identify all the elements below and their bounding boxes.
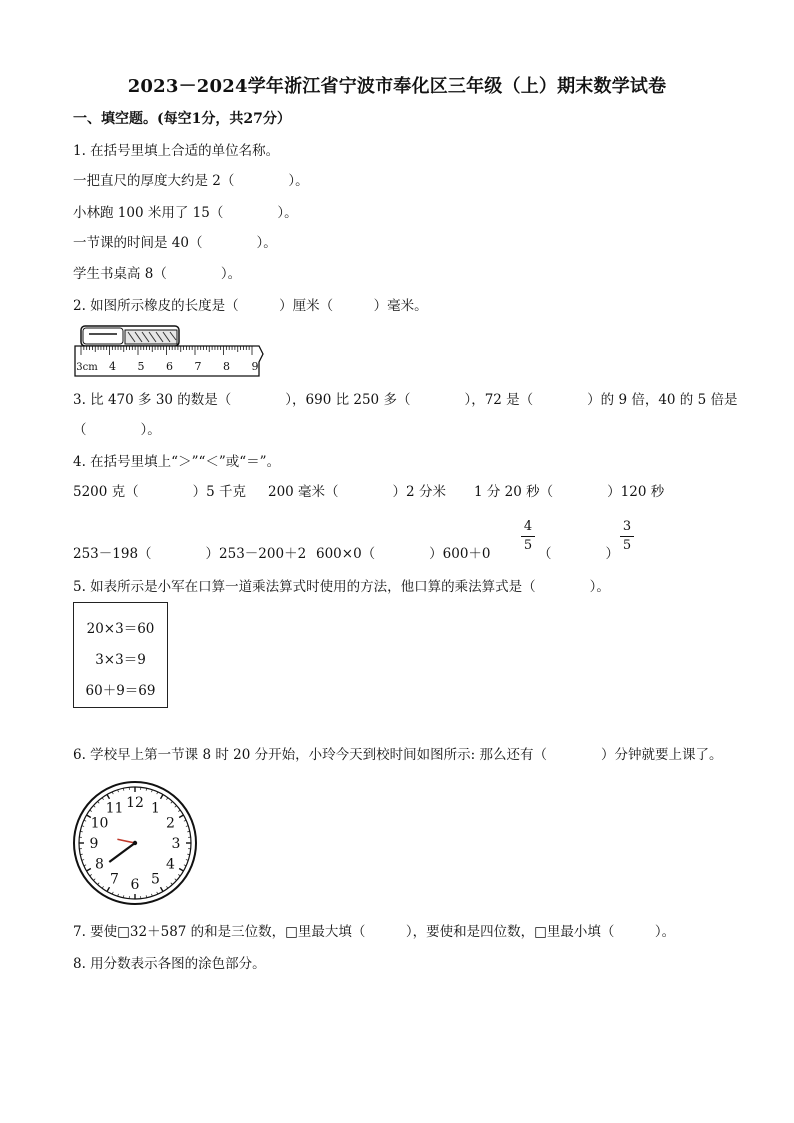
clock-number: 3	[171, 836, 181, 852]
fraction-numerator: 4	[523, 519, 533, 534]
ruler-label: 8	[223, 360, 230, 373]
clock-figure	[72, 780, 198, 906]
fraction-four-fifths	[521, 520, 535, 553]
fraction-denominator: 5	[622, 538, 632, 553]
clock-number: 2	[166, 815, 175, 832]
clock-number: 1	[151, 800, 160, 817]
ruler-label: 3cm	[76, 362, 98, 373]
q3-line-1: 3. 比 470 多 30 的数是（ ），690 比 250 多（ ），72 是（ ）的 9 倍，40 的 5 倍是	[73, 392, 738, 408]
fraction-numerator: 3	[622, 519, 632, 534]
q4-compare-1: 5200 克（ ）5 千克	[73, 484, 247, 500]
clock-number: 10	[90, 815, 109, 832]
ruler-eraser-figure	[73, 322, 265, 378]
fraction-three-fifths	[620, 520, 634, 553]
q1-line-3: 一节课的时间是 40（ ）。	[73, 235, 277, 251]
clock-number: 9	[89, 836, 99, 852]
clock-number: 11	[105, 800, 124, 817]
q1-line-1: 一把直尺的厚度大约是 2（ ）。	[73, 173, 309, 189]
clock-number: 5	[151, 871, 160, 888]
calc-row-2: 3×3＝9	[95, 652, 146, 668]
eraser-icon	[81, 326, 179, 346]
calc-row-3: 60＋9＝69	[85, 683, 156, 699]
q8-stem: 8. 用分数表示各图的涂色部分。	[73, 956, 266, 972]
q6-stem: 6. 学校早上第一节课 8 时 20 分开始，小玲今天到校时间如图所示: 那么还有（ ）分钟就要上课了。	[73, 747, 723, 763]
q4-compare-3: 1 分 20 秒（ ）120 秒	[474, 484, 665, 500]
ruler-label: 6	[166, 360, 173, 373]
q5-stem: 5. 如表所示是小军在口算一道乘法算式时使用的方法，他口算的乘法算式是（ ）。	[73, 579, 610, 595]
ruler-label: 4	[109, 360, 116, 373]
calculation-box	[73, 602, 168, 708]
q7-stem: 7. 要使□32＋587 的和是三位数，□里最大填（ ），要使和是四位数，□里最小填（ ）。	[73, 924, 676, 940]
clock-number: 7	[110, 871, 119, 888]
q3-line-2: （ ）。	[73, 422, 161, 438]
q1-line-2: 小林跑 100 米用了 15（ ）。	[73, 205, 298, 221]
clock-number: 6	[130, 877, 140, 893]
clock-center	[133, 841, 137, 845]
section-heading: 一、填空题。(每空1分，共27分）	[73, 111, 291, 127]
q1-line-4: 学生书桌高 8（ ）。	[73, 266, 242, 282]
q4-compare-6-paren: （ ）	[538, 546, 619, 562]
ruler-label: 9	[251, 360, 259, 373]
clock-number: 8	[95, 856, 104, 873]
ruler-label: 7	[194, 360, 202, 373]
q4-compare-2: 200 毫米（ ）2 分米	[268, 484, 446, 500]
ruler-label: 5	[137, 360, 145, 373]
q4-stem: 4. 在括号里填上“＞”“＜”或“＝”。	[73, 454, 281, 470]
calc-row-1: 20×3＝60	[86, 621, 155, 637]
q2-stem: 2. 如图所示橡皮的长度是（ ）厘米（ ）毫米。	[73, 298, 428, 314]
clock-number: 12	[126, 795, 144, 811]
q4-compare-4: 253－198（ ）253－200＋2	[73, 546, 307, 562]
q1-stem: 1. 在括号里填上合适的单位名称。	[73, 143, 280, 159]
fraction-denominator: 5	[523, 538, 533, 553]
page-title: 2023－2024学年浙江省宁波市奉化区三年级（上）期末数学试卷	[127, 76, 667, 97]
q4-compare-5: 600×0（ ）600＋0	[316, 546, 491, 562]
clock-number: 4	[166, 856, 175, 873]
